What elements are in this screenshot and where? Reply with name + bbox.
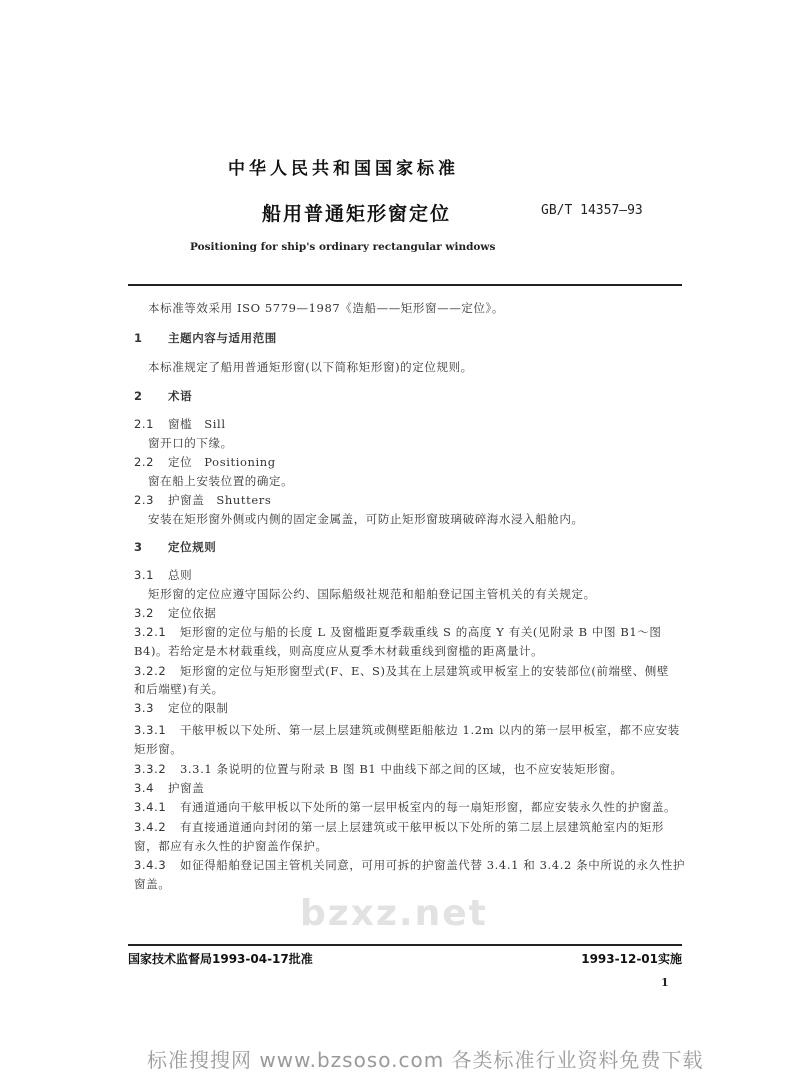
clause-3-2-1 — [134, 625, 662, 639]
clause-number: 3.3.2 — [134, 762, 167, 776]
watermark: bzxz.net — [300, 893, 488, 934]
clause-title: 总则 — [168, 568, 193, 582]
clause-text: 3.3.1 条说明的位置与附录 B 图 B1 中曲线下部之间的区域，也不应安装矩形窗。 — [180, 762, 623, 776]
clause-2-3 — [134, 493, 271, 507]
clause-number: 2.2 — [134, 455, 155, 469]
approval-date: 国家技术监督局1993-04-17批准 — [128, 952, 313, 966]
site-banner: 标准搜搜网 www.bzsoso.com 各类标准行业资料免费下载 — [147, 1048, 704, 1072]
clause-2-2-def: 窗在船上安装位置的确定。 — [148, 474, 294, 488]
clause-number: 3.3.1 — [134, 723, 167, 737]
clause-3-1 — [134, 568, 192, 582]
document-title: 船用普通矩形窗定位 — [262, 203, 452, 225]
section-number: 2 — [134, 389, 143, 403]
clause-text: 如征得船舶登记国主管机关同意，可用可拆的护窗盖代替 3.4.1 和 3.4.2 条中所说的永久性护 — [180, 858, 686, 872]
clause-3-3 — [134, 701, 229, 715]
clause-number: 3.1 — [134, 568, 155, 582]
clause-text: 干舷甲板以下处所、第一层上层建筑或侧壁距船舷边 1.2m 以内的第一层甲板室，都不应安装 — [180, 723, 680, 737]
section-title: 主题内容与适用范围 — [168, 331, 277, 345]
clause-2-1-def: 窗开口的下缘。 — [148, 436, 233, 450]
page-number: 1 — [661, 976, 669, 989]
clause-number: 3.4 — [134, 781, 155, 795]
clause-text: 矩形窗的定位与船的长度 L 及窗槛距夏季载重线 S 的高度 Y 有关(见附录 B 中图 B1～图 — [180, 625, 662, 639]
intro-text: 本标准等效采用 ISO 5779—1987《造船——矩形窗——定位》。 — [148, 301, 504, 315]
clause-3-2-1-cont: B4)。若给定是木材载重线，则高度应从夏季木材载重线到窗槛的距离量计。 — [134, 644, 544, 658]
clause-number: 3.2.1 — [134, 625, 167, 639]
standard-type: 中华人民共和国国家标准 — [228, 159, 459, 179]
clause-title: 定位的限制 — [168, 701, 229, 715]
footer-divider — [128, 944, 682, 946]
section-number: 1 — [134, 331, 143, 345]
clause-number: 3.2 — [134, 606, 155, 620]
clause-title: 护窗盖 — [168, 781, 205, 795]
clause-text: 有通道通向干舷甲板以下处所的第一层甲板室内的每一扇矩形窗，都应安装永久性的护窗盖。 — [180, 800, 677, 814]
section-1-text: 本标准规定了船用普通矩形窗(以下简称矩形窗)的定位规则。 — [148, 360, 473, 374]
clause-3-1-text: 矩形窗的定位应遵守国际公约、国际船级社规范和船舶登记国主管机关的有关规定。 — [148, 587, 596, 601]
clause-2-3-def: 安装在矩形窗外侧或内侧的固定金属盖，可防止矩形窗玻璃破碎海水浸入船舱内。 — [148, 512, 584, 526]
section-1-heading — [134, 331, 277, 345]
section-title: 术语 — [168, 389, 193, 403]
clause-3-2-2-cont: 和后端壁)有关。 — [134, 682, 224, 696]
section-3-heading — [134, 540, 216, 554]
header-divider — [128, 284, 682, 286]
effective-date: 1993-12-01实施 — [581, 952, 682, 966]
clause-3-4-1 — [134, 800, 676, 814]
clause-term: 窗槛 Sill — [168, 417, 226, 431]
clause-term: 护窗盖 Shutters — [168, 493, 272, 507]
clause-number: 2.1 — [134, 417, 155, 431]
clause-title: 定位依据 — [168, 606, 217, 620]
standard-code: GB/T 14357—93 — [541, 203, 643, 218]
clause-3-4-2-cont: 窗，都应有永久性的护窗盖作保护。 — [134, 839, 328, 853]
clause-3-3-2 — [134, 762, 623, 776]
clause-number: 3.4.3 — [134, 858, 167, 872]
clause-text: 矩形窗的定位与矩形窗型式(F、E、S)及其在上层建筑或甲板室上的安装部位(前端壁、侧壁 — [180, 664, 670, 678]
clause-number: 2.3 — [134, 493, 155, 507]
clause-number: 3.3 — [134, 701, 155, 715]
english-title: Positioning for ship's ordinary rectangular windows — [190, 241, 496, 253]
clause-2-1 — [134, 417, 226, 431]
clause-3-3-1 — [134, 723, 680, 737]
clause-3-4-3-cont: 窗盖。 — [134, 877, 171, 891]
clause-3-4-2 — [134, 820, 664, 834]
clause-3-2-2 — [134, 664, 669, 678]
section-number: 3 — [134, 540, 143, 554]
clause-number: 3.4.1 — [134, 800, 167, 814]
clause-2-2 — [134, 455, 276, 469]
clause-3-4-3 — [134, 858, 685, 872]
section-2-heading — [134, 389, 192, 403]
clause-3-4 — [134, 781, 204, 795]
clause-3-3-1-cont: 矩形窗。 — [134, 742, 183, 756]
clause-text: 有直接通道通向封闭的第一层上层建筑或干舷甲板以下处所的第二层上层建筑舱室内的矩形 — [180, 820, 664, 834]
section-title: 定位规则 — [168, 540, 217, 554]
clause-term: 定位 Positioning — [168, 455, 276, 469]
clause-number: 3.4.2 — [134, 820, 167, 834]
clause-number: 3.2.2 — [134, 664, 167, 678]
clause-3-2 — [134, 606, 216, 620]
